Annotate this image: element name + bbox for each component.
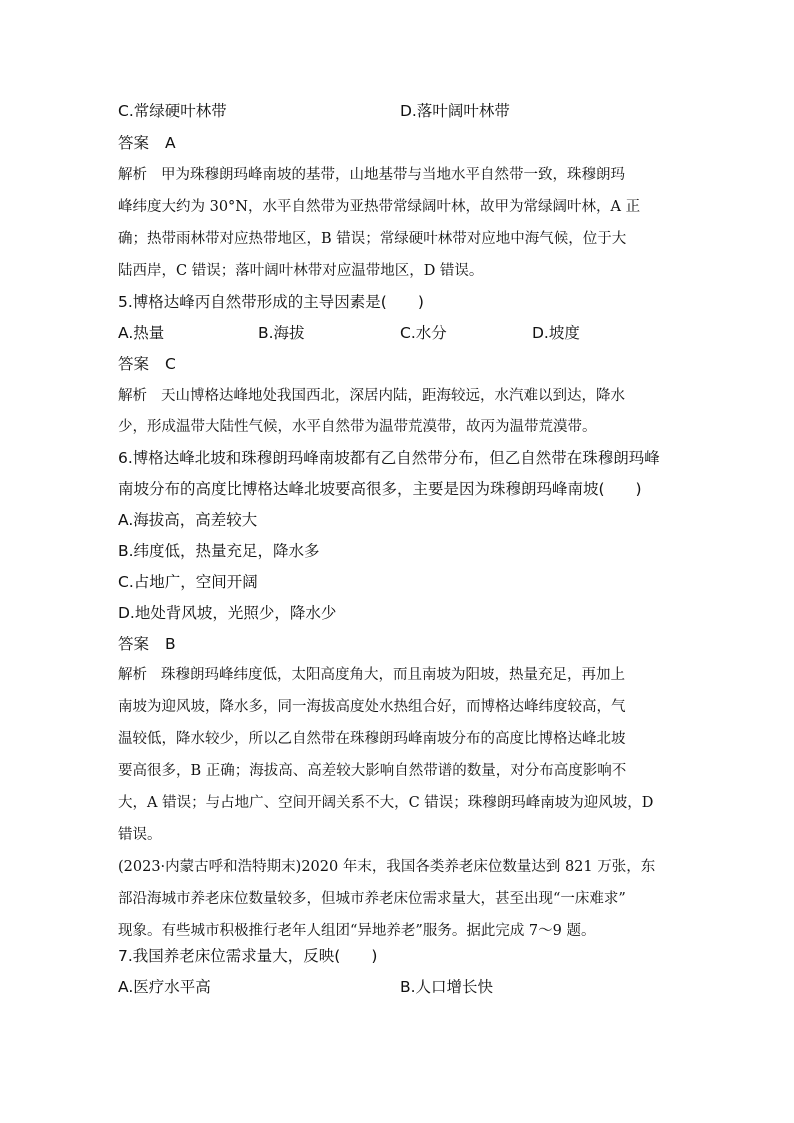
answer-label: 答案 bbox=[118, 355, 150, 373]
q6-explanation-line-5: 大，A 错误；与占地广、空间开阔关系不大，C 错误；珠穆朗玛峰南坡为迎风坡，D bbox=[118, 795, 654, 811]
q6-option-c: C.占地广，空间开阔 bbox=[118, 573, 258, 591]
q5-option-a: A.热量 bbox=[118, 324, 165, 342]
q4-explanation-line-2: 峰纬度大约为 30°N，水平自然带为亚热带常绿阔叶林，故甲为常绿阔叶林，A 正 bbox=[118, 199, 641, 215]
q6-explanation-line-2: 南坡为迎风坡，降水多，同一海拔高度处水热组合好，而博格达峰纬度较高，气 bbox=[118, 699, 626, 715]
answer-label: 答案 bbox=[118, 134, 150, 152]
q6-explanation-line-4: 要高很多，B 正确；海拔高、高差较大影响自然带谱的数量，对分布高度影响不 bbox=[118, 763, 627, 779]
q5-stem: 5.博格达峰丙自然带形成的主导因素是( ) bbox=[118, 293, 424, 311]
q5-options bbox=[118, 322, 678, 344]
answer-value: B bbox=[165, 635, 176, 653]
material-line-3: 现象。有些城市积极推行老年人组团“异地养老”服务。据此完成 7～9 题。 bbox=[118, 923, 596, 939]
explanation-text: 天山博格达峰地处我国西北，深居内陆，距海较远，水汽难以到达，降水 bbox=[161, 388, 625, 404]
q5-option-c: C.水分 bbox=[400, 324, 447, 342]
q5-option-b: B.海拔 bbox=[258, 324, 305, 342]
material-line-2: 部沿海城市养老床位数量较多，但城市养老床位需求量大，甚至出现“一床难求” bbox=[118, 891, 626, 907]
explanation-text: 甲为珠穆朗玛峰南坡的基带，山地基带与当地水平自然带一致，珠穆朗玛 bbox=[161, 167, 625, 183]
explanation-label: 解析 bbox=[118, 667, 147, 683]
q5-option-d: D.坡度 bbox=[532, 324, 580, 342]
q6-answer bbox=[118, 633, 176, 655]
q6-option-d: D.地处背风坡，光照少，降水少 bbox=[118, 604, 337, 622]
explanation-label: 解析 bbox=[118, 167, 147, 183]
q6-option-b: B.纬度低，热量充足，降水多 bbox=[118, 542, 320, 560]
q4-explanation-line-3: 确；热带雨林带对应热带地区，B 错误；常绿硬叶林带对应地中海气候，位于大 bbox=[118, 231, 627, 247]
answer-value: C bbox=[165, 355, 176, 373]
q5-explanation-line-1 bbox=[118, 385, 625, 407]
q6-explanation-line-6: 错误。 bbox=[118, 827, 162, 843]
q7-stem: 7.我国养老床位需求量大，反映( ) bbox=[118, 947, 378, 965]
q7-options bbox=[118, 976, 678, 998]
q6-stem-line-1: 6.博格达峰北坡和珠穆朗玛峰南坡都有乙自然带分布，但乙自然带在珠穆朗玛峰 bbox=[118, 449, 660, 467]
q5-explanation-line-2: 少，形成温带大陆性气候，水平自然带为温带荒漠带，故丙为温带荒漠带。 bbox=[118, 419, 597, 435]
q4-explanation-line-4: 陆西岸，C 错误；落叶阔叶林带对应温带地区，D 错误。 bbox=[118, 263, 484, 279]
q4-answer bbox=[118, 132, 176, 154]
q4-option-c: C.常绿硬叶林带 bbox=[118, 102, 227, 120]
q7-option-a: A.医疗水平高 bbox=[118, 978, 211, 996]
q4-options bbox=[118, 100, 678, 122]
q4-option-d: D.落叶阔叶林带 bbox=[400, 102, 510, 120]
answer-label: 答案 bbox=[118, 635, 150, 653]
q6-explanation-line-1 bbox=[118, 664, 625, 686]
explanation-label: 解析 bbox=[118, 388, 147, 404]
q6-option-a: A.海拔高，高差较大 bbox=[118, 511, 258, 529]
q6-stem-line-2: 南坡分布的高度比博格达峰北坡要高很多，主要是因为珠穆朗玛峰南坡( ) bbox=[118, 480, 642, 498]
q4-explanation-line-1 bbox=[118, 164, 625, 186]
answer-value: A bbox=[165, 134, 176, 152]
q7-option-b: B.人口增长快 bbox=[400, 978, 494, 996]
q6-explanation-line-3: 温较低，降水较少，所以乙自然带在珠穆朗玛峰南坡分布的高度比博格达峰北坡 bbox=[118, 731, 626, 747]
explanation-text: 珠穆朗玛峰纬度低，太阳高度角大，而且南坡为阳坡，热量充足，再加上 bbox=[161, 667, 625, 683]
q5-answer bbox=[118, 353, 176, 375]
material-line-1: (2023·内蒙古呼和浩特期末)2020 年末，我国各类养老床位数量达到 821 万张，东 bbox=[118, 859, 656, 875]
